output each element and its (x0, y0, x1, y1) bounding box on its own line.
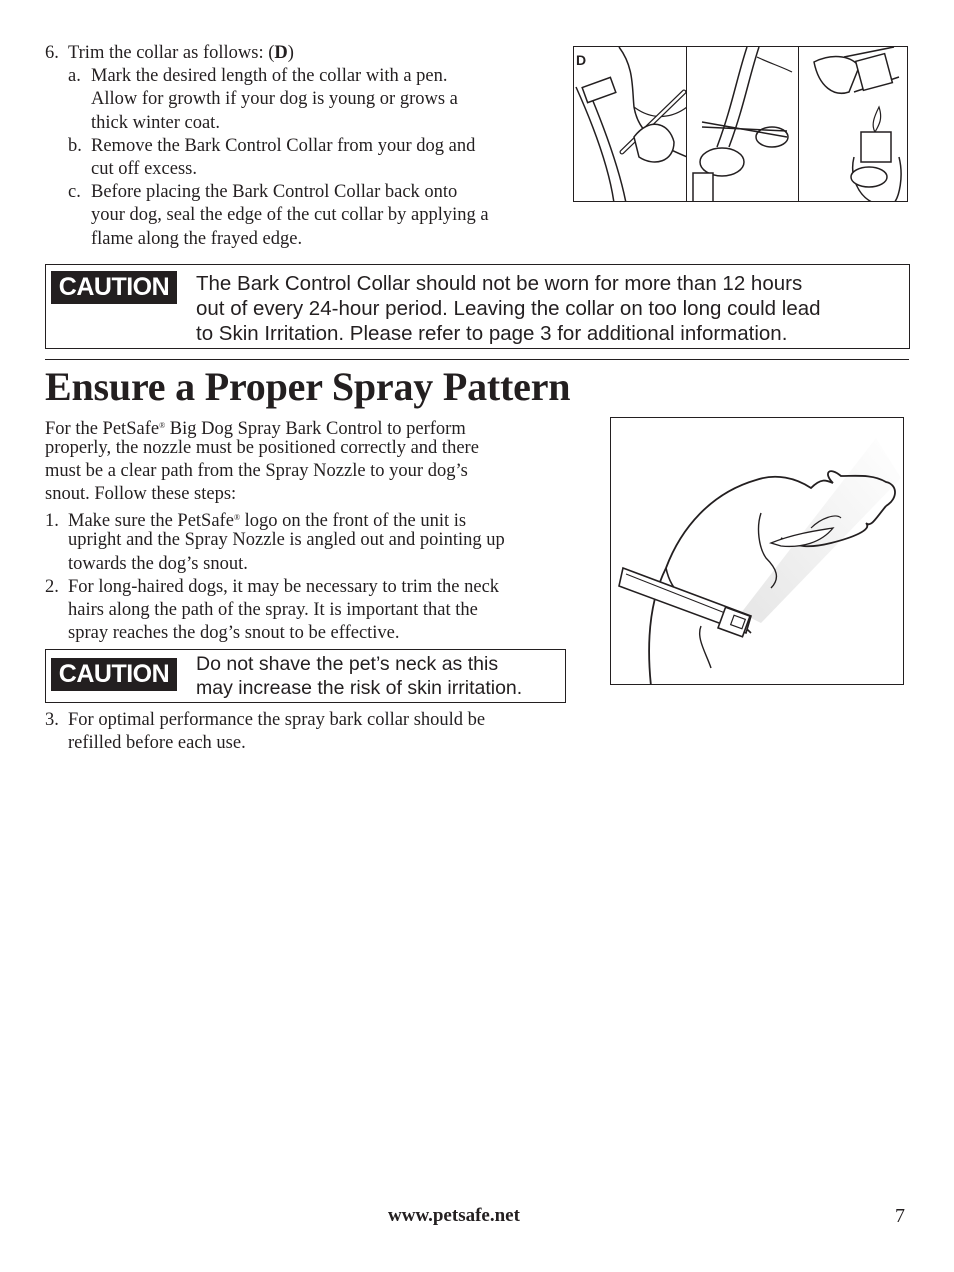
cut-collar-drawing (687, 47, 799, 202)
step-3 (45, 709, 605, 755)
figure-ref: D (274, 43, 288, 63)
caution-text (196, 271, 821, 346)
substep-c-line: Before placing the Bark Control Collar back onto (91, 182, 458, 203)
step-2-text: spray reaches the dog’s snout to be effective. (68, 622, 400, 643)
caution-text (196, 652, 522, 700)
step-number: 6. (45, 43, 59, 63)
substep-a-line: thick winter coat. (91, 112, 220, 133)
step-number: 3. (45, 710, 59, 730)
dog-spray-illustration (610, 417, 904, 685)
spray-pattern-instructions (45, 414, 605, 645)
caution-box-shaving (45, 649, 566, 703)
substep-a-line: Allow for growth if your dog is young or grows a (91, 89, 458, 110)
substep-a-line: Mark the desired length of the collar with a pen. (91, 66, 448, 87)
intro-text: For the PetSafe (45, 419, 160, 439)
caution-line: Do not shave the pet’s neck as this (196, 653, 499, 675)
step-1-text: logo on the front of the unit is (240, 511, 467, 532)
seal-edge-panel (799, 47, 908, 201)
step-number: 1. (45, 511, 59, 532)
caution-line: may increase the risk of skin irritation. (196, 677, 523, 699)
caution-line: to Skin Irritation. Please refer to page 3 for additional information. (196, 322, 788, 345)
step-1-text: Make sure the PetSafe (68, 511, 234, 532)
intro-text: must be a clear path from the Spray Nozzle to your dog’s (45, 461, 468, 482)
step-6-text: Trim the collar as follows: ( (68, 43, 275, 63)
page-number: 7 (895, 1205, 905, 1227)
step-6-instructions (45, 42, 565, 251)
substep-c-line: your dog, seal the edge of the cut collar by applying a (91, 205, 489, 226)
step-1-text: towards the dog’s snout. (68, 553, 248, 574)
caution-line: out of every 24-hour period. Leaving the collar on too long could lead (196, 297, 821, 320)
step-3-text: For optimal performance the spray bark collar should be (68, 710, 486, 730)
substep-b-line: cut off excess. (91, 158, 197, 179)
step-2-text: For long-haired dogs, it may be necessary to trim the neck (68, 576, 500, 597)
caution-badge: CAUTION (51, 658, 177, 691)
step-number: 2. (45, 576, 59, 597)
mark-collar-drawing (574, 47, 687, 202)
intro-text: snout. Follow these steps: (45, 484, 237, 505)
step-3-text: refilled before each use. (68, 733, 246, 754)
step-1-text: upright and the Spray Nozzle is angled out and pointing up (68, 530, 505, 551)
intro-text: properly, the nozzle must be positioned correctly and there (45, 438, 479, 459)
cut-collar-panel (687, 47, 799, 201)
substep-c-line: flame along the frayed edge. (91, 228, 303, 249)
caution-line: The Bark Control Collar should not be worn for more than 12 hours (196, 272, 803, 295)
seal-edge-drawing (799, 47, 908, 202)
section-divider (45, 359, 909, 360)
footer-website: www.petsafe.net (388, 1205, 520, 1226)
step-6-close: ) (287, 43, 294, 63)
section-heading: Ensure a Proper Spray Pattern (45, 364, 571, 409)
intro-text: Big Dog Spray Bark Control to perform (165, 419, 466, 439)
caution-box-wear-time (45, 264, 910, 349)
substep-marker: c. (68, 182, 81, 203)
substep-marker: a. (68, 66, 81, 87)
substep-b-line: Remove the Bark Control Collar from your dog and (91, 135, 476, 156)
substep-marker: b. (68, 135, 82, 156)
dog-spray-drawing (611, 418, 904, 685)
registered-mark: ® (159, 421, 166, 430)
figure-d-illustration (573, 46, 908, 202)
mark-collar-panel (574, 47, 687, 201)
caution-badge: CAUTION (51, 271, 177, 304)
registered-mark: ® (233, 513, 241, 523)
step-2-text: hairs along the path of the spray. It is important that the (68, 599, 478, 620)
figure-d-label: D (576, 52, 587, 68)
